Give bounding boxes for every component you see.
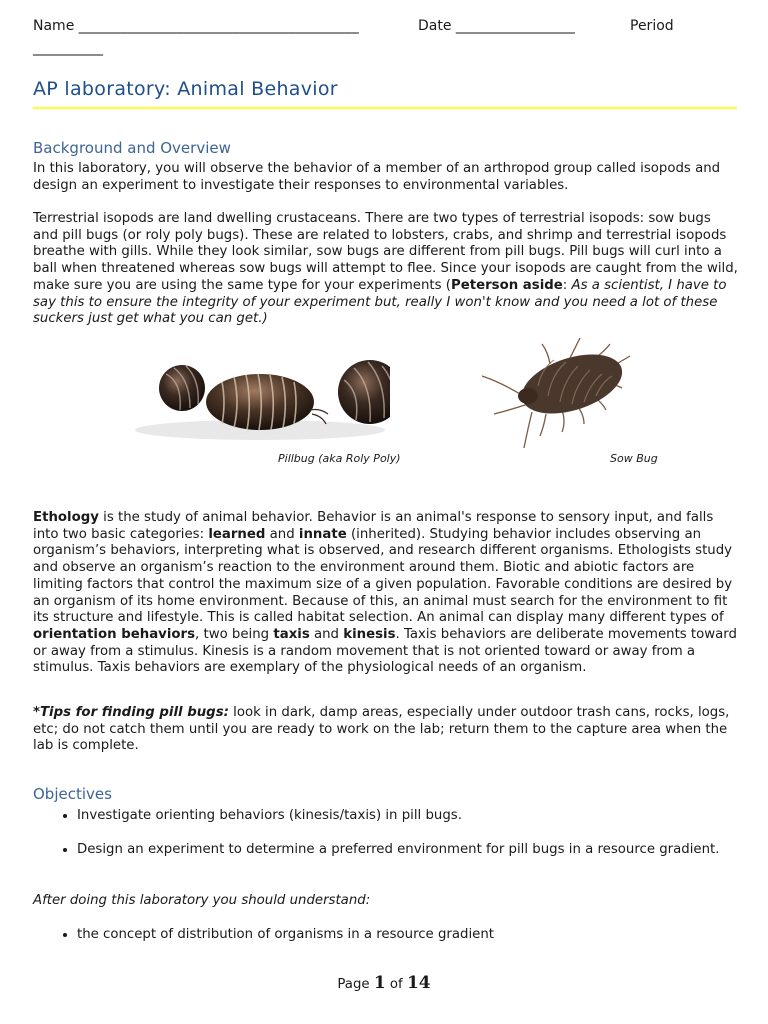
after-lab-text: After doing this laboratory you should understand: <box>33 893 371 908</box>
page-footer: Page 1 of 14 <box>337 973 431 993</box>
peterson-aside-text: As a scientist, I have to say this to ensure the integrity of your experiment but, really I won't know and you need a lot of these suckers just get what you can get.) <box>33 277 727 327</box>
page-number: 1 <box>373 973 386 993</box>
sowbug-caption: Sow Bug <box>610 452 658 465</box>
name-field-label: Name ________________________________________ <box>33 18 359 34</box>
list-item: • Investigate orienting behaviors (kinesis/taxis) in pill bugs. <box>77 806 737 825</box>
pillbug-caption: Pillbug (aka Roly Poly) <box>278 452 401 465</box>
ethology-paragraph: Ethology is the study of animal behavior. Behavior is an animal's response to sensory input, and falls into two basic categories: learned and innate (inherited). Studying behavior includes observing an organism’s behaviors, interpreting what is observed, and research different organisms. Ethologists study and observe an organism’s reaction to the environment around them. Biotic and abiotic factors are limiting factors that control the maximum size of a given population. Favorable conditions are desired by an organism of its home environment. Because of this, an animal must search for the environment to fit its structure and lifestyle. This is called habitat selection. An animal can display many different types of orientation behaviors, two being taxis and kinesis. Taxis behaviors are deliberate movements toward or away from a stimulus. Kinesis is a random movement that is not oriented toward or away from a stimulus. Taxis behaviors are exemplary of the physiological needs of an organism. <box>33 510 737 676</box>
date-field-label: Date _________________ <box>418 18 575 34</box>
background-paragraph-2: Terrestrial isopods are land dwelling crustaceans. There are two types of terrestrial isopods: sow bugs and pill bugs (or roly poly bugs). These are related to lobsters, crabs, and shrimp and terrestrial isopods breathe with gills. While they look similar, sow bugs are different from pill bugs. Pill bugs will curl into a ball when threatened whereas sow bugs will attempt to flee. Since your isopods are caught from the wild, make sure you are using the same type for your experiments (Peterson aside: As a scientist, I have to say this to ensure the integrity of your experiment but, really I won't know and you need a lot of these suckers just get what you can get.) <box>33 211 738 327</box>
title-divider <box>33 107 737 109</box>
background-heading: Background and Overview <box>33 139 231 157</box>
page-total: 14 <box>406 973 431 993</box>
sowbug-image <box>480 330 640 450</box>
objectives-heading: Objectives <box>33 785 112 803</box>
understand-list <box>33 925 737 959</box>
list-item: • the concept of distribution of organisms in a resource gradient <box>77 925 737 944</box>
objectives-list <box>33 806 737 874</box>
tips-paragraph: *Tips for finding pill bugs: look in dark, damp areas, especially under outdoor trash cans, rocks, logs, etc; do not catch them until you are ready to work on the lab; return them to the capture area when the lab is complete. <box>33 705 730 754</box>
list-item: • Design an experiment to determine a preferred environment for pill bugs in a resource gradient. <box>77 840 737 859</box>
period-blank: __________ <box>33 40 103 56</box>
tips-label: *Tips for finding pill bugs: <box>33 705 229 720</box>
page-title: AP laboratory: Animal Behavior <box>33 78 338 100</box>
period-field-label: Period <box>630 18 674 34</box>
pillbug-image <box>130 352 390 448</box>
peterson-aside-label: Peterson aside <box>450 277 563 293</box>
background-paragraph-1: In this laboratory, you will observe the behavior of a member of an arthropod group called isopods and design an experiment to investigate their responses to environmental variables. <box>33 161 721 193</box>
